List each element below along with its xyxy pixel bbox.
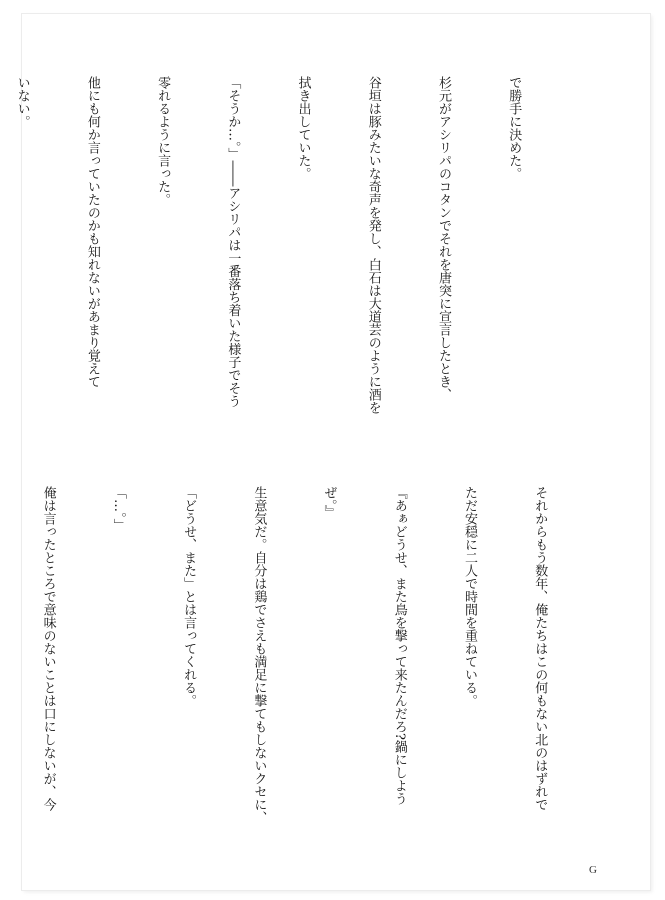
text-line: 「…。」 — [110, 486, 126, 532]
text-line: 「そうか…。」――アシリパは一番落ち着いた様子でそう — [225, 76, 241, 408]
text-line: ただ安穏に二人で時間を重ねている。 — [461, 486, 477, 707]
text-line: 生意気だ。自分は鶏でさえも満足に撃てもしないクセに、 — [251, 486, 267, 824]
text-line: 「どうせ、また」とは言ってくれる。 — [181, 486, 197, 707]
upper-text-block — [0, 76, 572, 456]
text-line: 俺は言ったところで意味のないことは口にしないが、今 — [40, 486, 56, 811]
text-line: ぜ。』 — [321, 486, 337, 519]
text-line: 拭き出していた。 — [295, 76, 311, 180]
text-line: 零れるように言った。 — [155, 76, 171, 206]
text-line: 他にも何か言っていたのかも知れないがあまり覚えて — [84, 76, 100, 388]
text-line: それからもう数年、俺たちはこの何もない北のはずれで — [532, 486, 548, 811]
text-line: 『あぁどうせ、また鳥を撃って来たんだろ?鍋にしよう — [391, 486, 407, 805]
text-line: 杉元がアシリパのコタンでそれを唐突に宣言したとき、 — [435, 76, 451, 401]
text-line: で勝手に決めた。 — [506, 76, 522, 180]
text-line: いない。 — [14, 76, 30, 128]
book-page — [14, 14, 650, 890]
page-number: G — [589, 864, 597, 876]
text-line: 谷垣は豚みたいな奇声を発し、白石は大道芸のように酒を — [365, 76, 381, 414]
lower-text-block — [0, 486, 598, 866]
